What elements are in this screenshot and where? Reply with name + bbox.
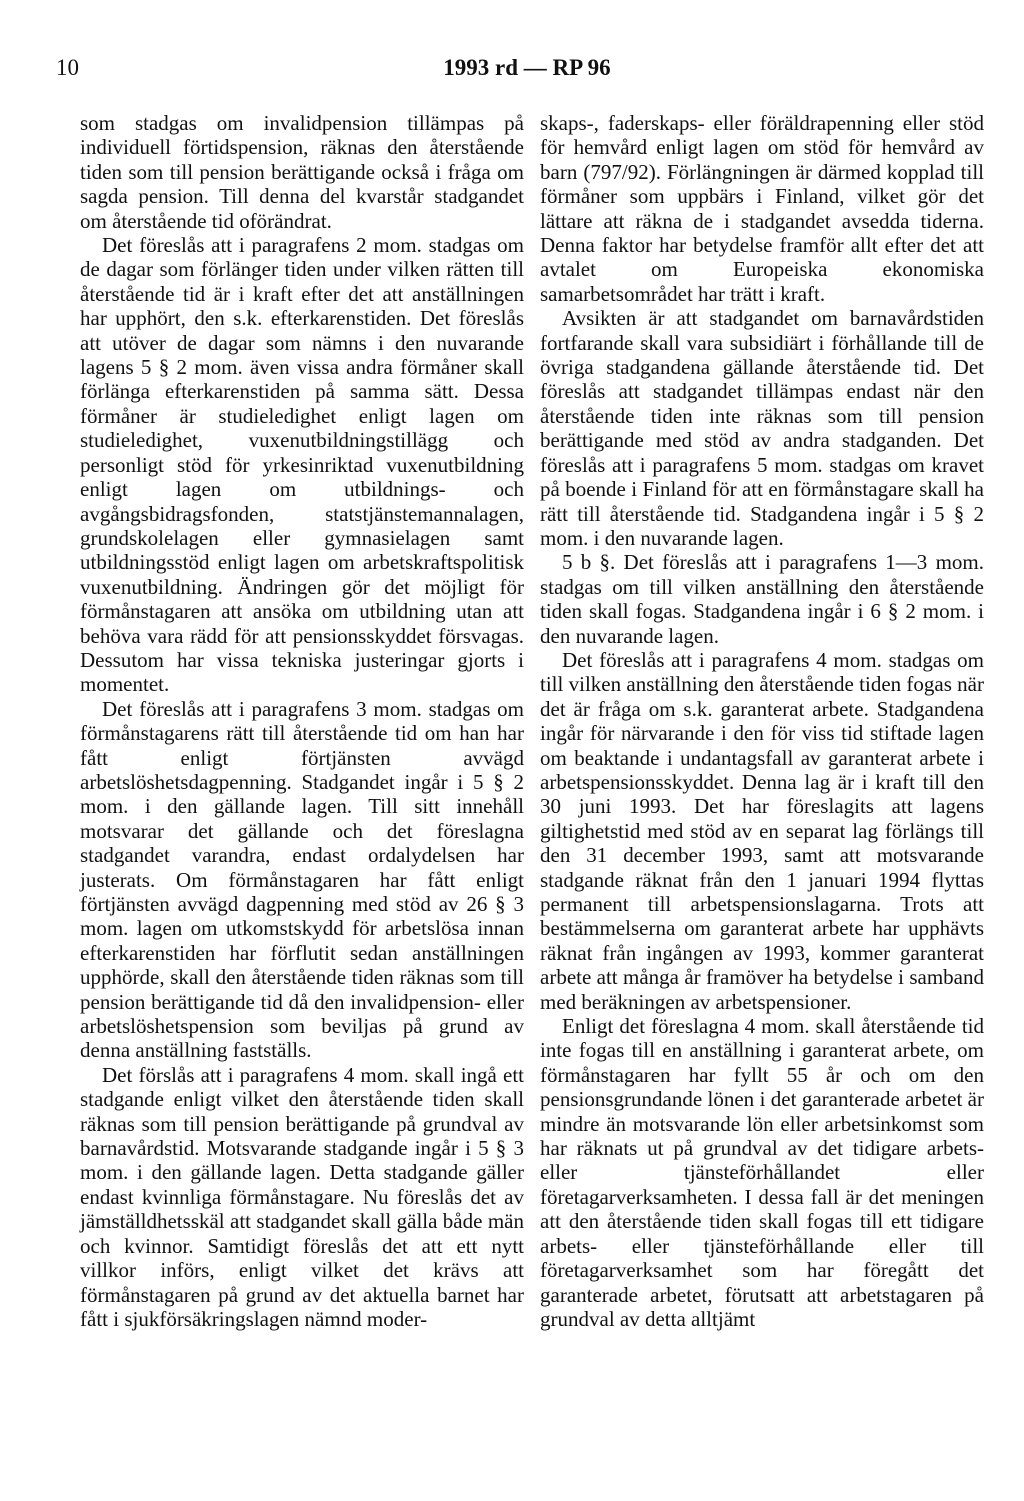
running-title: 1993 rd — RP 96 <box>443 55 611 80</box>
left-column <box>80 111 524 1331</box>
paragraph: 5 b §. Det föreslås att i paragrafens 1—3 mom. stadgas om till vilken anställning den återstående tiden skall fogas. Stadgandena ingår i 6 § 2 mom. i den nuvarande lagen. <box>540 550 984 648</box>
right-column <box>540 111 984 1331</box>
paragraph: skaps-, faderskaps- eller föräldrapenning eller stöd för hemvård enligt lagen om stöd för hemvård av barn (797/92). Förlängningen är därmed kopplad till förmåner som uppbärs i Finland, vilket gör det lättare att räkna de i stadgandet avsedda tiderna. Denna faktor har betydelse framför allt efter det att avtalet om Europeiska ekonomiska samarbetsområdet har trätt i kraft. <box>540 111 984 306</box>
paragraph: Det föreslås att i paragrafens 2 mom. stadgas om de dagar som förlänger tiden under vilken rätten till återstående tid är i kraft efter det att anställningen har upphört, den s.k. efterkarenstiden. Det föreslås att utöver de dagar som nämns i den nuvarande lagens 5 § 2 mom. även vissa andra förmåner skall förlänga efterkarenstiden på samma sätt. Dessa förmåner är studieledighet enligt lagen om studieledighet, vuxenutbildningstillägg och personligt stöd för yrkesinriktad vuxenutbildning enligt lagen om utbildnings- och avgångsbidragsfonden, statstjänstemannalagen, grundskolelagen eller gymnasielagen samt utbildningsstöd enligt lagen om arbetskraftspolitisk vuxenutbildning. Ändringen gör det möjligt för förmånstagaren att ansöka om utbildning utan att behöva vara rädd för att pensionsskyddet försvagas. Dessutom har vissa tekniska justeringar gjorts i momentet. <box>80 233 524 697</box>
page-header <box>56 52 998 84</box>
page-number: 10 <box>56 55 79 80</box>
paragraph: Avsikten är att stadgandet om barnavårdstiden fortfarande skall vara subsidiärt i förhållande till de övriga stadgandena gällande återstående tid. Det föreslås att stadgandet tillämpas endast när den återstående tiden inte räknas som till pension berättigande med stöd av andra stadganden. Det föreslås att i paragrafens 5 mom. stadgas om kravet på boende i Finland för att en förmånstagare skall ha rätt till återstående tid. Stadgandena ingår i 5 § 2 mom. i den nuvarande lagen. <box>540 306 984 550</box>
paragraph: Det förslås att i paragrafens 4 mom. skall ingå ett stadgande enligt vilket den återstående tiden skall räknas som till pension berättigande på grundval av barnavårdstid. Motsvarande stadgande ingår i 5 § 3 mom. i den gällande lagen. Detta stadgande gäller endast kvinnliga förmånstagare. Nu föreslås det av jämställdhetsskäl att stadgandet skall gälla både män och kvinnor. Samtidigt föreslås det att ett nytt villkor införs, enligt vilket det krävs att förmånstagaren på grund av det aktuella barnet har fått i sjukförsäkringslagen nämnd moder- <box>80 1062 524 1331</box>
paragraph: som stadgas om invalidpension tillämpas på individuell förtidspension, räknas den återstående tiden som till pension berättigande också i fråga om sagda pension. Till denna del kvarstår stadgandet om återstående tid oförändrat. <box>80 111 524 233</box>
paragraph: Det föreslås att i paragrafens 3 mom. stadgas om förmånstagarens rätt till återstående tid om han har fått enligt förtjänsten avvägd arbetslöshetsdagpenning. Stadgandet ingår i 5 § 2 mom. i den gällande lagen. Till sitt innehåll motsvarar det gällande och det föreslagna stadgandet varandra, endast ordalydelsen har justerats. Om förmånstagaren har fått enligt förtjänsten avvägd dagpenning med stöd av 26 § 3 mom. lagen om utkomstskydd för arbetslösa innan efterkarenstiden har förflutit sedan anställningen upphörde, skall den återstående tiden räknas som till pension berättigande tid då den invalidpension- eller arbetslöshetspension som beviljas på grund av denna anställning fastställs. <box>80 696 524 1063</box>
paragraph: Enligt det föreslagna 4 mom. skall återstående tid inte fogas till en anställning i garanterat arbete, om förmånstagaren har fyllt 55 år och om den pensionsgrundande lönen i det garanterade arbetet är mindre än motsvarande lön eller arbetsinkomst som har räknats ut på grundval av det tidigare arbets- eller tjänsteförhållandet eller företagarverksamheten. I dessa fall är det meningen att den återstående tiden skall fogas till ett tidigare arbets- eller tjänsteförhållande eller till företagarverksamhet som har föregått det garanterade arbetet, förutsatt att arbetstagaren på grundval av detta alltjämt <box>540 1014 984 1331</box>
paragraph: Det föreslås att i paragrafens 4 mom. stadgas om till vilken anställning den återstående tiden fogas när det är fråga om s.k. garanterat arbete. Stadgandena ingår för närvarande i den för viss tid stiftade lagen om beaktande i undantagsfall av garanterat arbete i arbetspensionsskyddet. Denna lag är i kraft till den 30 juni 1993. Det har föreslagits att lagens giltighetstid med stöd av en separat lag förlängs till den 31 december 1993, samt att motsvarande stadgande räknat från den 1 januari 1994 flyttas permanent till arbetspensionslagarna. Trots att bestämmelserna om garanterat arbete har upphävts räknat från ingången av 1993, kommer garanterat arbete att många år framöver ha betydelse i samband med beräkningen av arbetspensioner. <box>540 647 984 1014</box>
